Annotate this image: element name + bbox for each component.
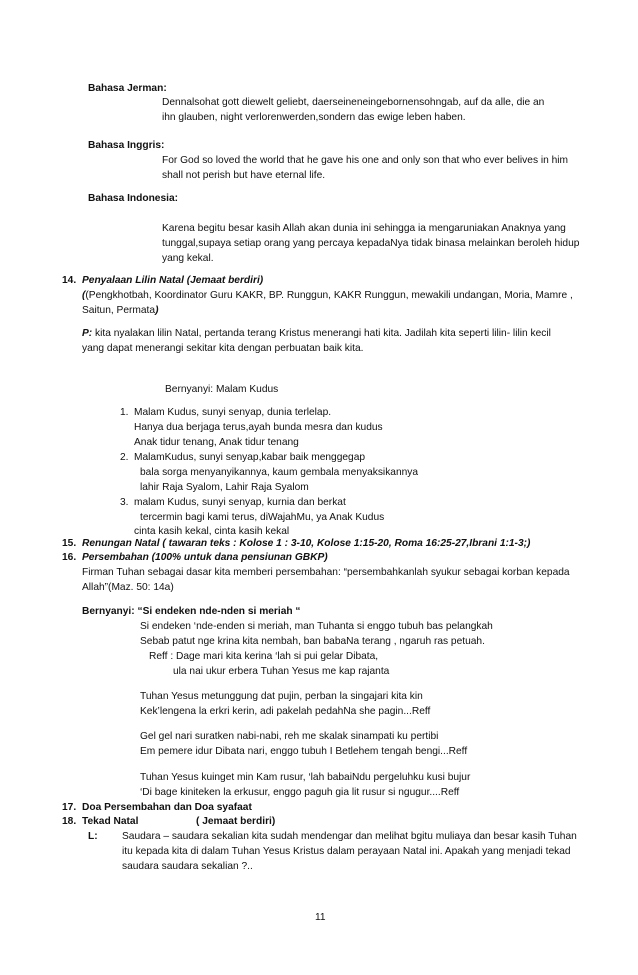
verse-1-line-2: Hanya dua berjaga terus,ayah bunda mesra dan kudus [134,422,383,433]
song-reff-line-2: ula nai ukur erbera Tuhan Yesus me kap rajanta [173,666,390,677]
participants-close-paren: ) [155,305,159,316]
hymn-title: Bernyanyi: Malam Kudus [165,384,279,395]
verse-1-line-1: Malam Kudus, sunyi senyap, dunia terlelap. [134,407,332,418]
english-label: Bahasa Inggris: [88,140,165,151]
song-stanza-1-line-1: Si endeken ‘nde-enden si meriah, man Tuhanta si enggo tubuh bas pelangkah [140,621,493,632]
p-label: P: [82,328,93,339]
indonesian-text-line-2: tunggal,supaya setiap orang yang percaya kepadaNya tidak binasa melainkan beroleh hidup [162,238,580,249]
page-number: 11 [315,912,326,923]
song-stanza-4-line-2: ‘Di bage kiniteken la erkusur, enggo paguh gia lit rusur si ngugur....Reff [140,787,460,798]
song-stanza-2-line-1: Tuhan Yesus metunggung dat pujin, perban la singajari kita kin [140,691,423,702]
section-14-participants-line-2 [82,304,158,318]
section-14-prayer-line-2: yang dapat menerangi sekitar kita dengan perbuatan baik kita. [82,343,364,354]
section-18-line-3: saudara saudara sekalian ?.. [122,861,253,872]
song-stanza-4-line-1: Tuhan Yesus kuinget min Kam rusur, ‘lah babaiNdu pergeluhku kusi bujur [140,772,471,783]
section-17-title: Doa Persembahan dan Doa syafaat [82,802,252,813]
song-stanza-3-line-1: Gel gel nari suratken nabi-nabi, reh me skalak sinampati ku pertibi [140,731,439,742]
section-18-line-2: itu kepada kita di dalam Tuhan Yesus Kristus dalam perayaan Natal ini. Apakah yang menjadi tekad [122,846,571,857]
song-stanza-1-line-2: Sebab patut nge krina kita nembah, ban babaNa terang , ngaruh ras petuah. [140,636,485,647]
indonesian-text-line-3: yang kekal. [162,253,214,264]
p-text-1: kita nyalakan lilin Natal, pertanda terang Kristus menerangi hati kita. Jadilah kita seperti lilin- lilin kecil [95,328,551,339]
section-14-title: Penyalaan Lilin Natal (Jemaat berdiri) [82,275,264,286]
verse-3-line-1: malam Kudus, sunyi senyap, kurnia dan berkat [134,497,346,508]
section-18-title: Tekad Natal [82,816,139,827]
section-14-number: 14. [62,275,77,286]
indonesian-label: Bahasa Indonesia: [88,193,179,204]
section-14-prayer-line-1 [82,327,551,341]
section-18-line-1: Saudara – saudara sekalian kita sudah mendengar dan melihat bgitu muliaya dan besar kasih Tuhan [122,831,577,842]
section-18-number: 18. [62,816,77,827]
verse-2-line-1: MalamKudus, sunyi senyap,kabar baik menggegap [134,452,366,463]
german-label: Bahasa Jerman: [88,83,167,94]
verse-3-line-3: cinta kasih kekal, cinta kasih kekal [134,526,290,537]
section-16-number: 16. [62,552,77,563]
english-text-line-2: shall not perish but have eternal life. [162,170,326,181]
song-stanza-3-line-2: Em pemere idur Dibata nari, enggo tubuh I Betlehem tengah bengi...Reff [140,746,468,757]
section-15-title: Renungan Natal ( tawaran teks : Kolose 1 : 3-10, Kolose 1:15-20, Roma 16:25-27,Ibrani 1:1-3;) [82,538,531,549]
english-text-line-1: For God so loved the world that he gave his one and only son that who ever belives in him [162,155,569,166]
section-16-body-line-2: Allah”(Maz. 50: 14a) [82,582,174,593]
german-text-line-2: ihn glauben, night verlorenwerden,sondern das ewige leben haben. [162,112,466,123]
l-label: L: [88,831,98,842]
verse-3-line-2: tercermin bagi kami terus, diWajahMu, ya Anak Kudus [140,512,385,523]
song-stanza-2-line-2: Kek’lengena la erkri kerin, adi pakelah pedahNa she pagin...Reff [140,706,431,717]
verse-2-line-2: bala sorga menyanyikannya, kaum gembala menyaksikannya [140,467,419,478]
section-16-body-line-1: Firman Tuhan sebagai dasar kita memberi persembahan: “persembahkanlah syukur sebagai korban kepada [82,567,570,578]
section-14-participants-line-1: ((Pengkhotbah, Koordinator Guru KAKR, BP. Runggun, KAKR Runggun, mewakili undangan, Moria, Mamre , [82,290,573,301]
song-title: Bernyanyi: “Si endeken nde-nden si meriah “ [82,606,301,617]
section-16-title: Persembahan (100% untuk dana pensiunan GBKP) [82,552,328,563]
verse-1-number: 1. [120,407,129,418]
verse-3-number: 3. [120,497,129,508]
section-15-number: 15. [62,538,77,549]
verse-2-line-3: lahir Raja Syalom, Lahir Raja Syalom [140,482,309,493]
verse-2-number: 2. [120,452,129,463]
german-text-line-1: Dennalsohat gott diewelt geliebt, daerseineneingebornensohngab, auf da alle, die an [162,97,545,108]
song-reff-line-1: Reff : Dage mari kita kerina ‘lah si pui gelar Dibata, [149,651,379,662]
participants-text: (Pengkhotbah, Koordinator Guru KAKR, BP. Runggun, KAKR Runggun, mewakili undangan, Moria, Mamre , [85,290,573,301]
participants-text-2: Saitun, Permata [82,305,156,316]
indonesian-text-line-1: Karena begitu besar kasih Allah akan dunia ini sehingga ia mengaruniakan Anaknya yang [162,223,566,234]
section-17-number: 17. [62,802,77,813]
section-18-status: ( Jemaat berdiri) [196,816,276,827]
verse-1-line-3: Anak tidur tenang, Anak tidur tenang [134,437,299,448]
